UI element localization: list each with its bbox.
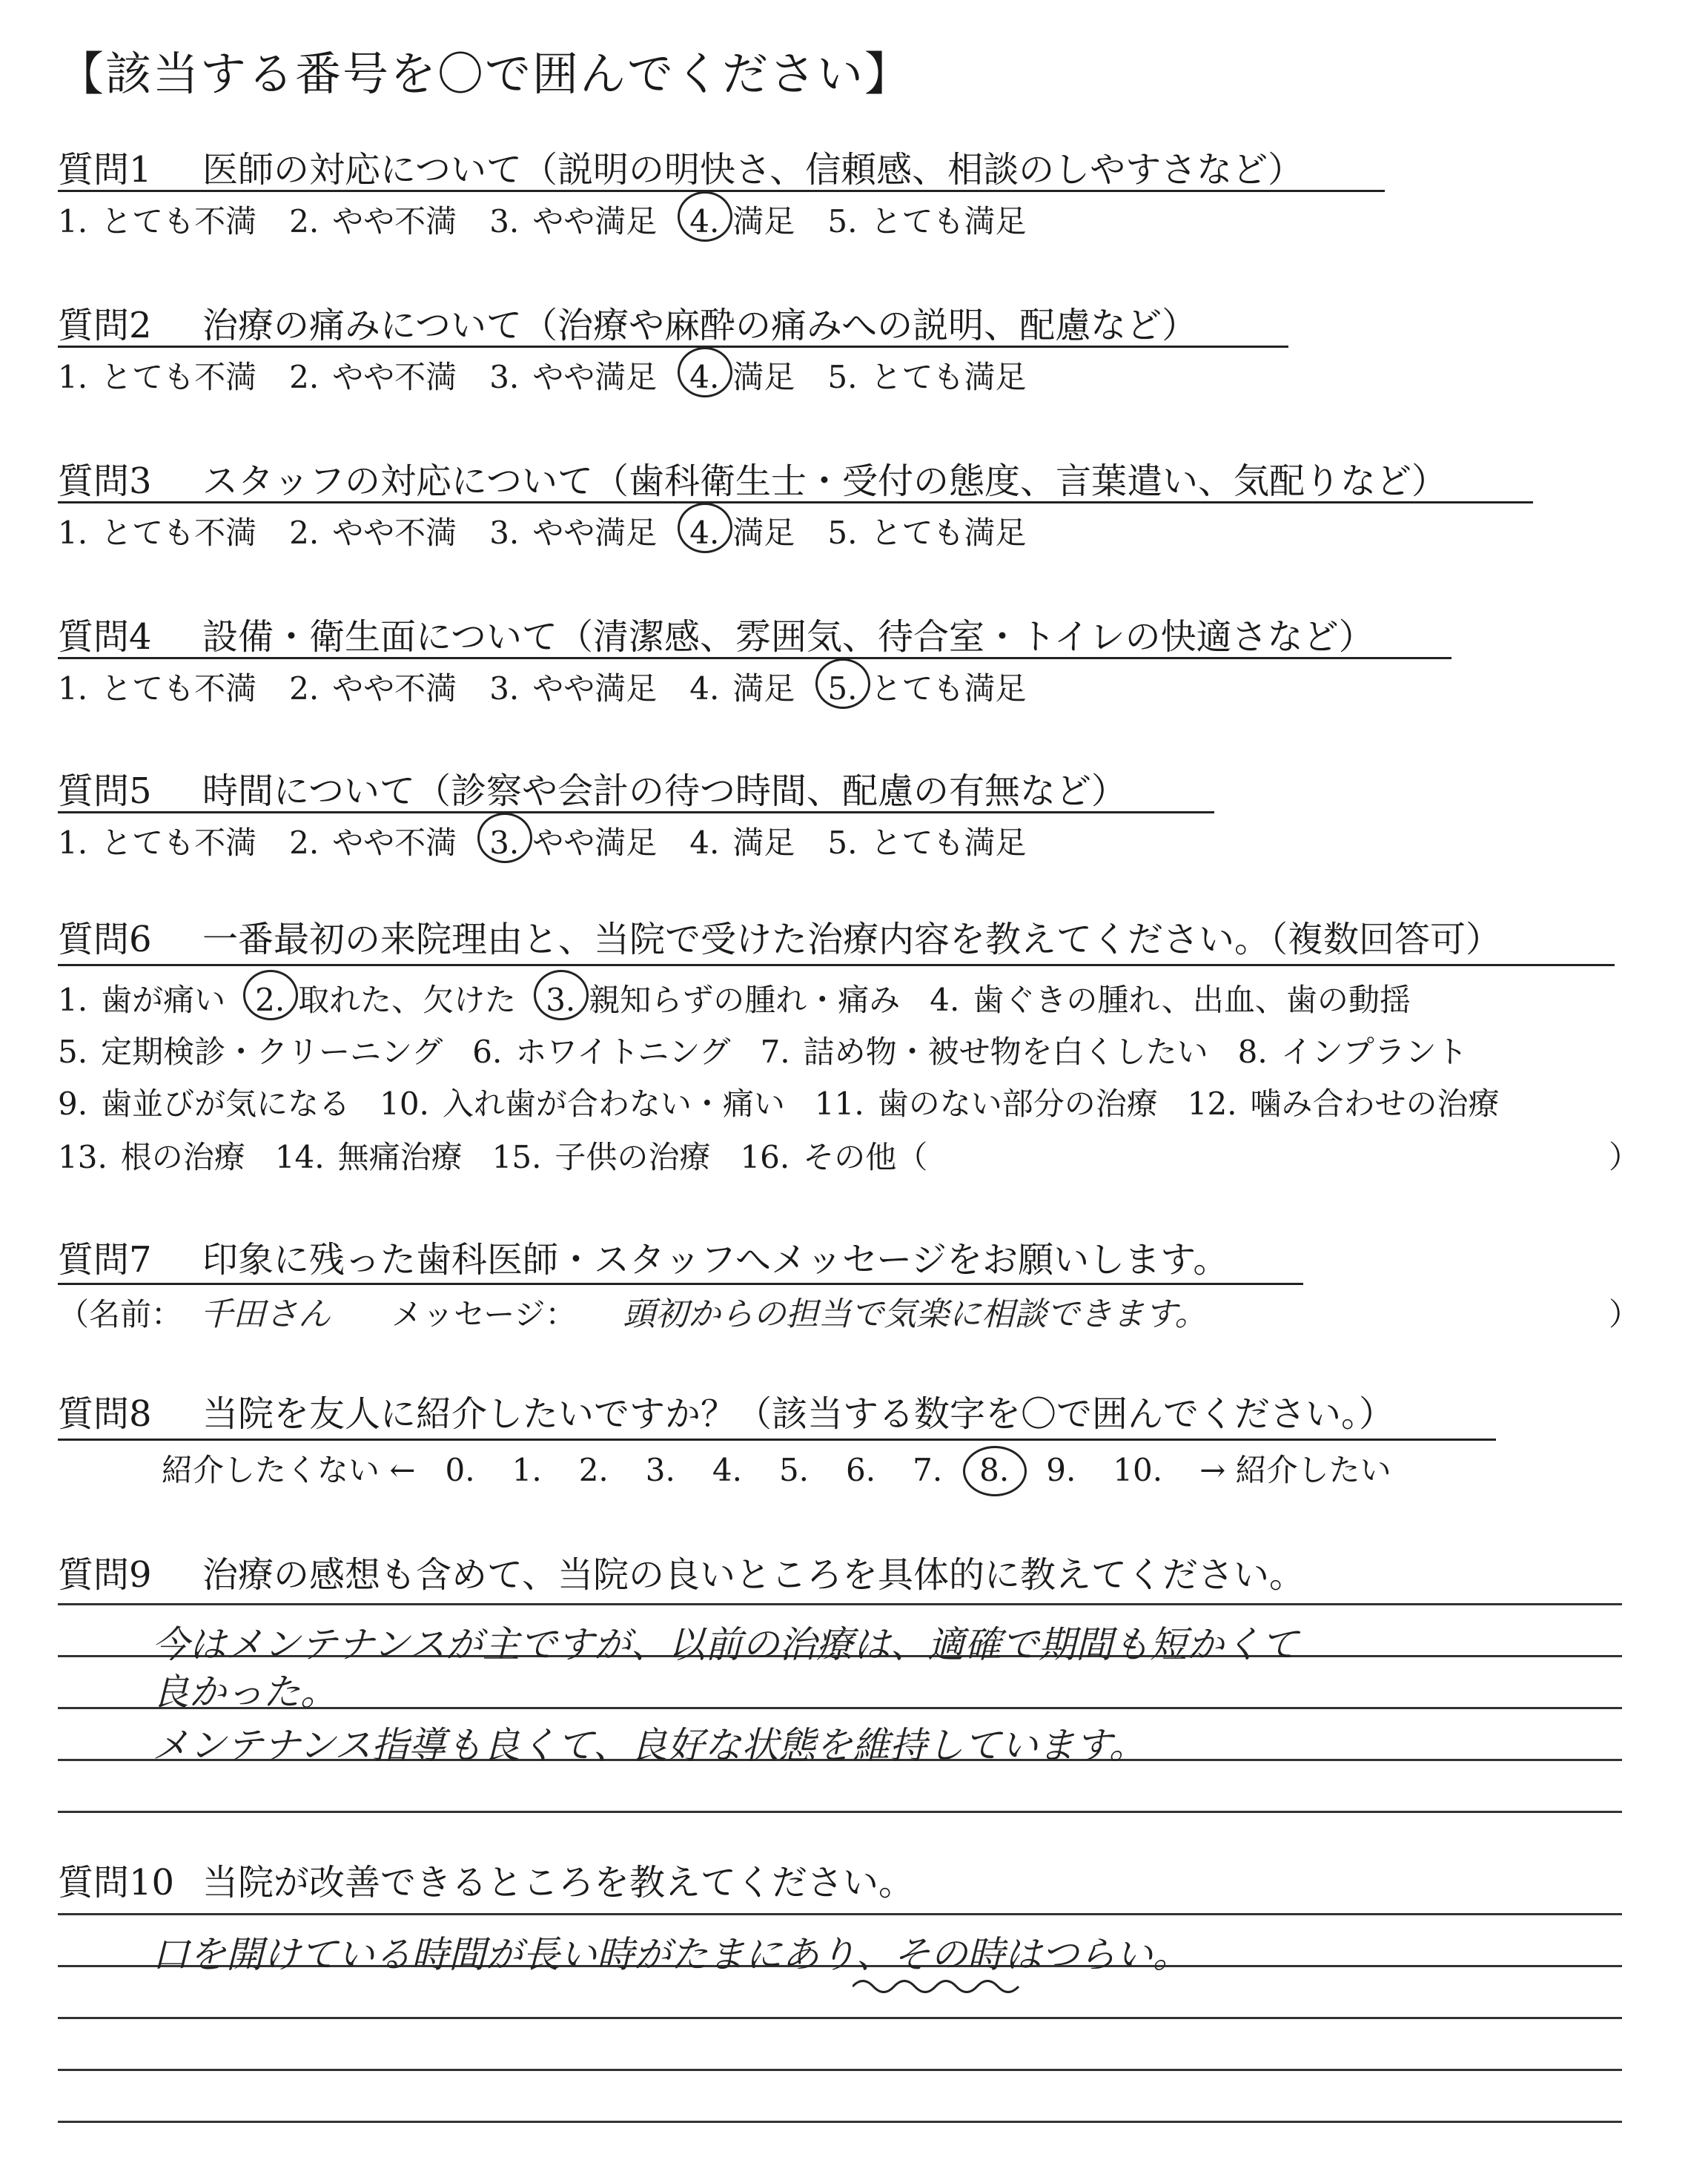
q1-options <box>58 197 1059 242</box>
scale-value: 8. <box>979 1452 1010 1488</box>
scale-value: 3. <box>645 1452 675 1488</box>
q8-title <box>58 1385 1394 1436</box>
option-label: やや不満 <box>332 359 457 395</box>
rating-option[interactable] <box>827 819 1026 863</box>
q3-text: スタッフの対応について（歯科衛生士・受付の態度、言葉遣い、気配りなど） <box>202 460 1448 502</box>
option-label: ホワイトニング <box>515 1034 731 1070</box>
option-number: 4. <box>689 359 720 395</box>
q5-title <box>58 762 1127 813</box>
q6-option[interactable] <box>492 1133 711 1178</box>
option-label: とても満足 <box>870 359 1027 395</box>
q6-option[interactable] <box>255 976 516 1020</box>
option-number: 5. <box>58 1034 88 1070</box>
option-number: 4. <box>689 825 720 861</box>
q2-title <box>58 297 1197 348</box>
q10-rule <box>58 2121 1622 2123</box>
q3-underline <box>58 501 1533 503</box>
option-number: 4. <box>689 670 720 707</box>
q7-text: 印象に残った歯科医師・スタッフへメッセージをお願いします。 <box>202 1239 1229 1281</box>
option-number: 12. <box>1187 1086 1237 1122</box>
option-label: その他（ <box>803 1139 928 1175</box>
q7-message-label: メッセージ： <box>391 1296 577 1332</box>
option-label: 満足 <box>732 515 795 551</box>
option-label: とても不満 <box>101 825 257 861</box>
q8-left-label: 紹介したくない ← <box>162 1452 416 1488</box>
option-label: やや不満 <box>332 670 457 707</box>
rating-option[interactable] <box>827 197 1026 242</box>
rating-option[interactable] <box>689 197 795 242</box>
q6-underline <box>58 964 1615 966</box>
scale-value: 1. <box>512 1452 542 1488</box>
option-label: 歯のない部分の治療 <box>877 1086 1158 1122</box>
q8-scale-option[interactable] <box>1113 1452 1162 1488</box>
rating-option[interactable] <box>58 353 256 397</box>
option-number: 10. <box>380 1086 429 1122</box>
scale-value: 2. <box>578 1452 609 1488</box>
q8-text: 当院を友人に紹介したいですか？（該当する数字を〇で囲んでください。） <box>202 1393 1395 1435</box>
option-number: 1. <box>58 359 88 395</box>
q9-answer-line: 今はメンテナンスが主ですが、以前の治療は、適確で期間も短かくて <box>152 1623 1298 1666</box>
option-number: 16. <box>740 1139 790 1175</box>
option-label: 満足 <box>732 359 795 395</box>
option-number: 13. <box>58 1139 107 1175</box>
rating-option[interactable] <box>58 197 256 242</box>
option-label: とても不満 <box>101 515 257 551</box>
selection-circle <box>477 813 532 863</box>
q1-number: 質問1 <box>58 149 152 191</box>
option-number: 3. <box>546 982 576 1018</box>
q7-answer-row <box>58 1290 182 1335</box>
q8-scale-option[interactable] <box>579 1452 609 1488</box>
q6-option[interactable] <box>740 1133 927 1178</box>
q6-option-row <box>58 976 1440 1020</box>
q6-option[interactable] <box>275 1133 463 1178</box>
q6-option[interactable] <box>472 1028 730 1072</box>
option-label: やや満足 <box>532 670 658 707</box>
q7-name-label: （名前： <box>58 1296 183 1332</box>
q4-title <box>58 608 1374 659</box>
option-number: 14. <box>274 1139 325 1175</box>
q7-close-paren: ） <box>1609 1296 1641 1332</box>
q8-scale-option[interactable] <box>712 1452 742 1488</box>
rating-option[interactable] <box>827 509 1026 553</box>
rating-option[interactable] <box>827 353 1026 397</box>
option-number: 2. <box>289 515 320 551</box>
selection-circle <box>534 970 589 1020</box>
q9-answer-line: 良かった。 <box>152 1671 337 1714</box>
q6-option[interactable] <box>58 1080 350 1124</box>
q8-scale-option[interactable] <box>779 1452 809 1488</box>
q6-title <box>58 911 1501 962</box>
q4-text: 設備・衛生面について（清潔感、雰囲気、待合室・トイレの快適さなど） <box>202 616 1374 658</box>
q6-option[interactable] <box>815 1080 1158 1124</box>
q8-scale-option[interactable] <box>512 1452 542 1488</box>
option-label: 歯ぐきの腫れ、出血、歯の動揺 <box>973 982 1411 1018</box>
rating-option[interactable] <box>289 509 457 553</box>
q8-number: 質問8 <box>58 1393 152 1435</box>
q10-rule <box>58 2017 1622 2019</box>
rating-option[interactable] <box>489 197 657 242</box>
option-number: 5. <box>827 825 858 861</box>
q9-rule <box>58 1603 1622 1605</box>
rating-option[interactable] <box>289 664 457 709</box>
scale-value: 6. <box>846 1452 876 1488</box>
option-number: 2. <box>289 203 320 240</box>
rating-option[interactable] <box>689 664 795 709</box>
rating-option[interactable] <box>289 197 457 242</box>
option-label: とても満足 <box>870 825 1027 861</box>
rating-option[interactable] <box>689 353 795 397</box>
option-number: 2. <box>289 670 320 707</box>
option-number: 15. <box>491 1139 542 1175</box>
q10-rule <box>58 1913 1622 1915</box>
rating-option[interactable] <box>489 509 657 553</box>
scale-value: 7. <box>913 1452 943 1488</box>
option-number: 5. <box>827 203 858 240</box>
q5-text: 時間について（診察や会計の待つ時間、配慮の有無など） <box>202 770 1128 812</box>
rating-option[interactable] <box>58 509 256 553</box>
q8-right-label: → 紹介したい <box>1199 1452 1391 1488</box>
option-number: 2. <box>289 825 320 861</box>
option-label: とても不満 <box>101 670 257 707</box>
q6-option-row <box>58 1080 1529 1124</box>
q9-answer-line: メンテナンス指導も良くて、良好な状態を維持しています。 <box>152 1724 1146 1767</box>
q6-option[interactable] <box>380 1080 785 1124</box>
q8-scale-option[interactable] <box>446 1452 475 1488</box>
option-number: 5. <box>827 359 858 395</box>
rating-option[interactable] <box>489 819 657 863</box>
q6-text: 一番最初の来院理由と、当院で受けた治療内容を教えてください。（複数回答可） <box>202 919 1502 960</box>
option-number: 8. <box>1237 1034 1268 1070</box>
q6-option[interactable] <box>58 976 225 1020</box>
option-number: 2. <box>289 359 320 395</box>
q5-options <box>58 819 1059 863</box>
q7-underline <box>58 1283 1303 1285</box>
option-number: 3. <box>489 670 520 707</box>
option-number: 1. <box>58 515 88 551</box>
q6-option[interactable] <box>1188 1080 1500 1124</box>
rating-option[interactable] <box>58 819 256 863</box>
q1-text: 医師の対応について（説明の明快さ、信頼感、相談のしやすさなど） <box>202 149 1304 191</box>
q10-text: 当院が改善できるところを教えてください。 <box>202 1862 915 1903</box>
q6-number: 質問6 <box>58 919 152 960</box>
q6-option[interactable] <box>546 976 900 1020</box>
q10-wavy-underline <box>853 1975 1023 1998</box>
q2-number: 質問2 <box>58 305 152 346</box>
option-number: 2. <box>255 982 285 1018</box>
q6-option-row <box>58 1028 1497 1072</box>
q8-scale-option[interactable] <box>846 1452 875 1488</box>
selection-circle <box>963 1446 1027 1496</box>
option-label: 歯並びが気になる <box>101 1086 351 1122</box>
q1-underline <box>58 190 1385 192</box>
q6-option-row <box>58 1133 957 1178</box>
q8-scale-option[interactable] <box>979 1452 1009 1488</box>
q9-title <box>58 1546 1305 1597</box>
scale-value: 0. <box>445 1452 475 1488</box>
option-number: 6. <box>472 1034 503 1070</box>
q10-answer-line: 口を開けている時間が長い時がたまにあり、その時はつらい。 <box>152 1933 1190 1976</box>
option-number: 1. <box>58 203 88 240</box>
option-number: 11. <box>814 1086 864 1122</box>
option-label: やや不満 <box>332 515 457 551</box>
q8-scale-option[interactable] <box>1046 1452 1076 1488</box>
selection-circle <box>243 970 298 1020</box>
selection-circle <box>678 191 732 242</box>
option-label: 取れた、欠けた <box>298 982 517 1018</box>
q6-option[interactable] <box>930 976 1411 1020</box>
option-label: 子供の治療 <box>555 1139 711 1175</box>
option-label: 親知らずの腫れ・痛み <box>589 982 901 1018</box>
q7-name-handwritten: 千田さん <box>200 1295 331 1333</box>
option-label: やや不満 <box>332 203 457 240</box>
option-label: 入れ歯が合わない・痛い <box>442 1086 785 1122</box>
rating-option[interactable] <box>289 353 457 397</box>
q7-number: 質問7 <box>58 1239 152 1281</box>
option-label: とても満足 <box>870 203 1027 240</box>
option-label: やや満足 <box>532 359 658 395</box>
q3-options <box>58 509 1059 553</box>
q10-rule <box>58 2069 1622 2071</box>
option-label: 噛み合わせの治療 <box>1250 1086 1500 1122</box>
option-number: 3. <box>489 825 520 861</box>
q6-option[interactable] <box>1238 1028 1468 1072</box>
rating-option[interactable] <box>689 509 795 553</box>
option-number: 3. <box>489 359 520 395</box>
q3-title <box>58 452 1447 503</box>
scale-value: 9. <box>1046 1452 1076 1488</box>
option-label: やや満足 <box>532 825 658 861</box>
q3-number: 質問3 <box>58 460 152 502</box>
selection-circle <box>815 658 870 709</box>
rating-option[interactable] <box>827 664 1026 709</box>
q1-title <box>58 141 1303 192</box>
option-number: 1. <box>58 982 88 1018</box>
q10-number: 質問10 <box>58 1862 175 1903</box>
option-label: やや満足 <box>532 515 658 551</box>
q7-message-handwritten: 頭初からの担当で気楽に相談できます。 <box>623 1295 1208 1333</box>
q5-underline <box>58 811 1214 813</box>
option-number: 7. <box>760 1034 790 1070</box>
option-label: とても不満 <box>101 359 257 395</box>
option-label: やや満足 <box>532 203 658 240</box>
option-number: 1. <box>58 670 88 707</box>
q2-options <box>58 353 1059 397</box>
q9-text: 治療の感想も含めて、当院の良いところを具体的に教えてください。 <box>202 1554 1305 1596</box>
q8-scale-option[interactable] <box>913 1452 942 1488</box>
q4-number: 質問4 <box>58 616 152 658</box>
option-number: 3. <box>489 203 520 240</box>
q4-underline <box>58 657 1452 659</box>
rating-option[interactable] <box>689 819 795 863</box>
q2-underline <box>58 346 1288 348</box>
option-number: 9. <box>58 1086 88 1122</box>
option-number: 4. <box>930 982 960 1018</box>
option-label: やや不満 <box>332 825 457 861</box>
scale-value: 4. <box>712 1452 742 1488</box>
q4-options <box>58 664 1059 709</box>
option-number: 4. <box>689 515 720 551</box>
scale-value: 5. <box>778 1452 810 1488</box>
option-label: 無痛治療 <box>337 1139 463 1175</box>
selection-circle <box>678 347 732 397</box>
option-label: 詰め物・被せ物を白くしたい <box>803 1034 1208 1070</box>
option-label: とても満足 <box>870 670 1027 707</box>
q6-option[interactable] <box>761 1028 1208 1072</box>
q9-number: 質問9 <box>58 1554 152 1596</box>
q8-scale-row <box>162 1446 1424 1490</box>
q6-option[interactable] <box>58 1028 443 1072</box>
option-label: 満足 <box>732 825 795 861</box>
option-label: インプラント <box>1280 1034 1468 1070</box>
q9-rule <box>58 1811 1622 1813</box>
option-label: 根の治療 <box>120 1139 245 1175</box>
selection-circle <box>678 503 732 553</box>
rating-option[interactable] <box>289 819 457 863</box>
option-label: とても満足 <box>870 515 1027 551</box>
q5-number: 質問5 <box>58 770 152 812</box>
instruction-header: 【該当する番号を〇で囲んでください】 <box>58 47 913 101</box>
option-label: 満足 <box>732 670 795 707</box>
option-label: 定期検診・クリーニング <box>101 1034 443 1070</box>
option-label: 満足 <box>732 203 795 240</box>
rating-option[interactable] <box>58 664 256 709</box>
q7-title <box>58 1231 1228 1282</box>
option-label: とても不満 <box>101 203 257 240</box>
option-label: 歯が痛い <box>101 982 226 1018</box>
q10-title <box>58 1854 914 1905</box>
rating-option[interactable] <box>489 353 657 397</box>
q2-text: 治療の痛みについて（治療や麻酔の痛みへの説明、配慮など） <box>202 305 1198 346</box>
option-number: 5. <box>827 670 858 707</box>
option-number: 3. <box>489 515 520 551</box>
q8-underline <box>58 1439 1496 1441</box>
option-number: 5. <box>827 515 858 551</box>
option-number: 1. <box>58 825 88 861</box>
scale-value: 10. <box>1113 1452 1163 1488</box>
option-number: 4. <box>689 203 720 240</box>
q6-other-close-paren: ） <box>1609 1139 1641 1175</box>
rating-option[interactable] <box>489 664 657 709</box>
q6-option[interactable] <box>58 1133 245 1178</box>
q8-scale-option[interactable] <box>646 1452 675 1488</box>
